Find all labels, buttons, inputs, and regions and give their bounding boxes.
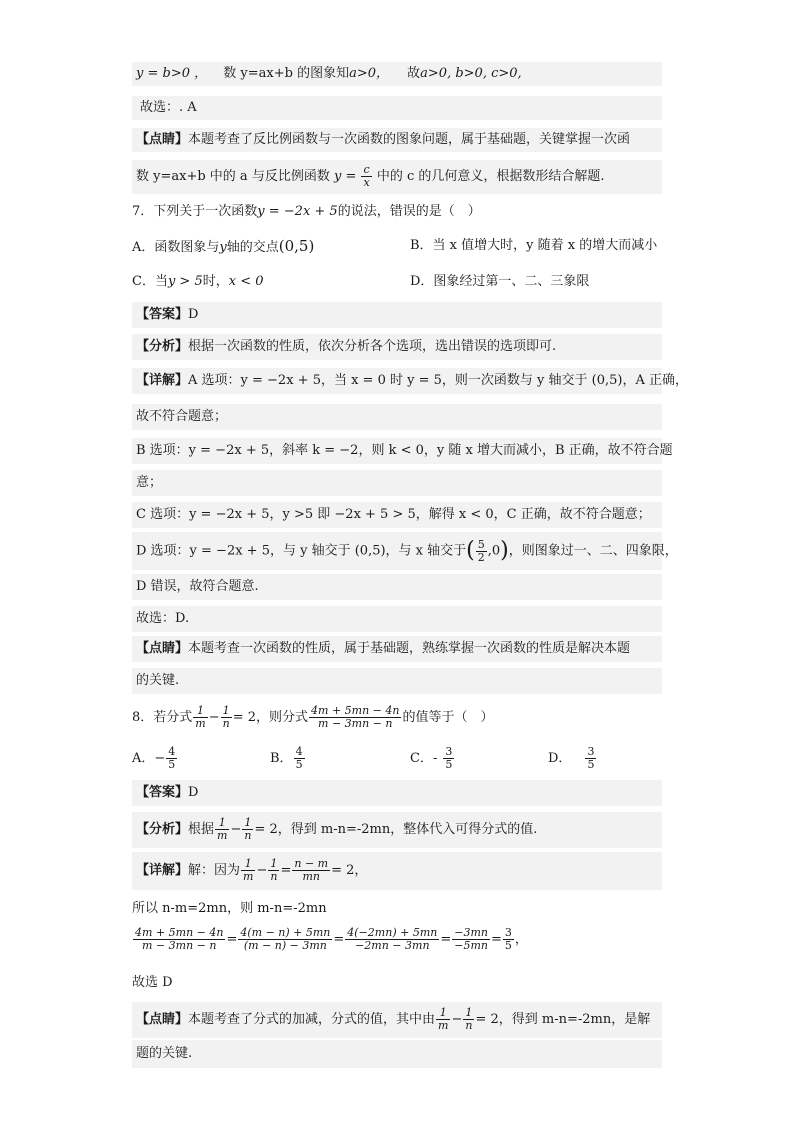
fraction: [133, 927, 225, 952]
numerator: 1: [242, 817, 253, 830]
tip-line: [132, 1002, 662, 1038]
operator: −: [451, 1012, 463, 1027]
option-a: [132, 742, 178, 776]
choice-text: 故选：D.: [136, 611, 190, 626]
math-expression: y = b>0 ，: [136, 66, 208, 81]
fraction: [309, 705, 401, 730]
numerator: 1: [436, 1007, 450, 1020]
option-text: A．函数图象与: [132, 240, 220, 255]
stem-text: 8．若分式: [132, 710, 193, 725]
answer-line: [132, 302, 662, 328]
fraction: [436, 1007, 450, 1032]
denominator: 5: [587, 758, 595, 771]
analysis-label: 【分析】: [136, 339, 189, 354]
fraction: [215, 817, 229, 842]
denominator: n: [222, 717, 230, 730]
numerator: 1: [268, 858, 279, 871]
denominator: −2mn − 3mn: [355, 939, 430, 952]
tip-line: [132, 1040, 662, 1068]
choice-text: 故选 D: [132, 975, 173, 990]
numerator: 3: [445, 745, 453, 758]
detail-line: [132, 404, 662, 430]
fraction: [476, 539, 487, 564]
math-expression: y: [219, 240, 227, 255]
tip-text: 本题考查了反比例函数与一次函数的图象问题，属于基础题，关键掌握一次函: [188, 132, 631, 147]
math-expression: y = −2x + 5: [257, 204, 338, 219]
numerator: 4: [295, 745, 303, 758]
detail-text: 解：因为: [188, 863, 241, 878]
fraction: [241, 858, 255, 883]
operator: =: [333, 932, 345, 947]
numerator: 4(−2mn) + 5mn: [347, 926, 438, 939]
right-paren: ): [500, 538, 509, 563]
detail-text: B 选项：y = −2x + 5，斜率 k = −2，则 k < 0，y 随 x 增大而减小，B 正确，故不符合题: [136, 443, 673, 458]
math-expression: (0,5): [278, 237, 315, 255]
tip-text: 中的 c 的几何意义，根据数形结合解题.: [376, 169, 605, 184]
numerator: 1: [215, 817, 229, 830]
denominator: 5: [168, 758, 176, 771]
stem-text: = 2，则分式: [232, 710, 309, 725]
numerator: 1: [241, 858, 255, 871]
numerator: 3: [504, 926, 512, 939]
option-a: [132, 236, 314, 258]
fraction: [452, 927, 490, 952]
denominator: 2: [477, 550, 485, 564]
numerator: 5: [477, 537, 485, 551]
option-text: B．: [270, 751, 293, 766]
denominator: m: [438, 1019, 449, 1032]
math-expression: a>0，: [349, 66, 389, 81]
choice-text: 故选：. A: [140, 100, 197, 115]
answer-value: D: [188, 785, 199, 800]
option-text: 轴的交点: [226, 240, 279, 255]
numerator: 1: [221, 705, 232, 718]
operator: =: [280, 863, 292, 878]
tip-text: 本题考查了分式的加减，分式的值，其中由: [188, 1012, 436, 1027]
denominator: m: [217, 829, 228, 842]
text: 故: [407, 66, 421, 81]
tip-line: [132, 636, 662, 662]
operator: =: [226, 932, 238, 947]
denominator: −5mn: [454, 939, 488, 952]
math-expression: y =: [333, 169, 357, 184]
numerator: c: [361, 164, 371, 177]
analysis-line: [132, 812, 662, 848]
denominator: 5: [295, 758, 303, 771]
detail-text: 故不符合题意；: [136, 409, 228, 424]
choice-line: [132, 972, 173, 994]
math-expression: y > 5: [167, 274, 203, 289]
analysis-text: 根据: [188, 822, 215, 837]
denominator: n: [270, 870, 278, 883]
detail-line: [132, 898, 327, 920]
numerator: n − m: [294, 857, 329, 870]
fraction: [242, 817, 253, 842]
option-text: B．当 x 值增大时，y 随着 x 的增大而减小: [410, 238, 658, 253]
fraction: [221, 705, 232, 730]
detail-text: = 2，: [331, 863, 368, 878]
detail-line: [132, 438, 673, 464]
denominator: m: [195, 717, 206, 730]
operator: =: [490, 932, 502, 947]
analysis-text: = 2，得到 m-n=-2mn，整体代入可得分式的值.: [254, 822, 538, 837]
option-text: D．: [548, 751, 572, 766]
detail-label: 【详解】: [136, 373, 189, 388]
denominator: n: [244, 829, 252, 842]
numerator: −3mn: [454, 926, 488, 939]
answer-label: 【答案】: [136, 307, 189, 322]
analysis-line: [132, 334, 662, 360]
detail-line: [132, 368, 688, 394]
detail-line: [132, 502, 662, 528]
fraction: [345, 927, 439, 952]
denominator: m − 3mn − n: [142, 939, 217, 952]
math-expression: a>0, b>0, c>0,: [420, 66, 522, 81]
option-b: [270, 742, 306, 776]
tip-text: 题的关键.: [136, 1046, 193, 1061]
operator: −: [256, 863, 268, 878]
denominator: 5: [445, 758, 453, 771]
fraction: [294, 746, 305, 771]
tip-label: 【点睛】: [136, 641, 189, 656]
detail-line: [132, 574, 662, 600]
numerator: 1: [193, 705, 207, 718]
tip-text: 数 y=ax+b 中的 a 与反比例函数: [136, 169, 330, 184]
solution-line: [132, 62, 662, 86]
option-text: D．图象经过第一、二、三象限: [410, 274, 590, 289]
fraction: [443, 746, 454, 771]
denominator: n: [465, 1019, 473, 1032]
detail-text: ，则图象过一、二、四象限，: [508, 543, 678, 559]
analysis-text: 根据一次函数的性质，依次分析各个选项，选出错误的选项即可.: [188, 339, 557, 354]
numerator: 4(m − n) + 5mn: [240, 926, 331, 939]
stem-text: 的说法，错误的是（ ）: [337, 204, 481, 219]
detail-text: ，: [514, 932, 528, 947]
denominator: 5: [504, 939, 512, 952]
tip-text: 的关键.: [136, 673, 180, 688]
tip-label: 【点睛】: [136, 1012, 189, 1027]
detail-text: 意；: [136, 475, 163, 490]
numerator: 4m + 5mn − 4n: [311, 704, 400, 717]
detail-text: C 选项：y = −2x + 5，y >5 即 −2x + 5 > 5，解得 x < 0，C 正确，故不符合题意；: [136, 507, 651, 522]
operator: =: [440, 932, 452, 947]
numerator: 4: [168, 745, 176, 758]
calculation-line: [132, 920, 528, 960]
detail-text: D 选项：y = −2x + 5，与 y 轴交于 (0,5)，与 x 轴交于: [136, 543, 467, 559]
detail-text: D 错误，故符合题意.: [136, 579, 259, 594]
fraction: [463, 1007, 474, 1032]
tip-text: = 2，得到 m-n=-2mn，是解: [475, 1012, 651, 1027]
numerator: 3: [587, 745, 595, 758]
answer-label: 【答案】: [136, 785, 189, 800]
answer-value: D: [188, 307, 199, 322]
fraction: [166, 746, 177, 771]
stem-text: 7．下列关于一次函数: [132, 204, 258, 219]
tip-line: [132, 128, 662, 152]
detail-line: [132, 852, 662, 890]
text: 数 y=ax+b 的图象知: [223, 66, 350, 81]
detail-text: 所以 n-m=2mn，则 m-n=-2mn: [132, 901, 327, 916]
option-text: 时，: [202, 274, 229, 289]
choice-line: [132, 606, 662, 632]
answer-line: [132, 780, 662, 806]
fraction: [238, 927, 332, 952]
denominator: mn: [302, 870, 320, 883]
option-text: C．当: [132, 274, 168, 289]
operator: −: [230, 822, 242, 837]
question-7-stem: [132, 200, 481, 224]
option-text: C．-: [410, 751, 438, 766]
option-c: [132, 272, 264, 292]
tip-text: 本题考查一次函数的性质，属于基础题，熟练掌握一次函数的性质是解决本题: [188, 641, 631, 656]
fraction: [361, 164, 371, 189]
stem-text: 的值等于（ ）: [402, 710, 494, 725]
option-b: [410, 236, 657, 256]
fraction: [193, 705, 207, 730]
choice-line: [132, 96, 662, 120]
tip-label: 【点睛】: [136, 132, 189, 147]
fraction: [585, 746, 596, 771]
fraction: [503, 927, 514, 952]
option-c: [410, 742, 455, 776]
detail-line: [132, 532, 678, 570]
denominator: m − 3mn − n: [318, 717, 393, 730]
operator: −: [208, 710, 220, 725]
fraction: [268, 858, 279, 883]
left-paren: (: [466, 538, 475, 563]
analysis-label: 【分析】: [136, 822, 189, 837]
numerator: 4m + 5mn − 4n: [135, 926, 224, 939]
option-text: A．−: [132, 751, 166, 766]
detail-line: [132, 470, 662, 496]
denominator: (m − n) − 3mn: [243, 939, 327, 952]
math-expression: x < 0: [228, 274, 264, 289]
detail-text: ,0: [487, 543, 501, 559]
tip-line: [132, 160, 662, 194]
option-d: [548, 742, 597, 776]
detail-text: A 选项：y = −2x + 5，当 x = 0 时 y = 5，则一次函数与 y 轴交于 (0,5)，A 正确，: [188, 373, 688, 388]
option-d: [410, 272, 589, 292]
detail-label: 【详解】: [136, 863, 189, 878]
numerator: 1: [463, 1007, 474, 1020]
denominator: x: [363, 176, 370, 189]
fraction: [292, 858, 330, 883]
tip-line: [132, 668, 662, 694]
denominator: m: [243, 870, 254, 883]
question-8-stem: [132, 700, 493, 736]
